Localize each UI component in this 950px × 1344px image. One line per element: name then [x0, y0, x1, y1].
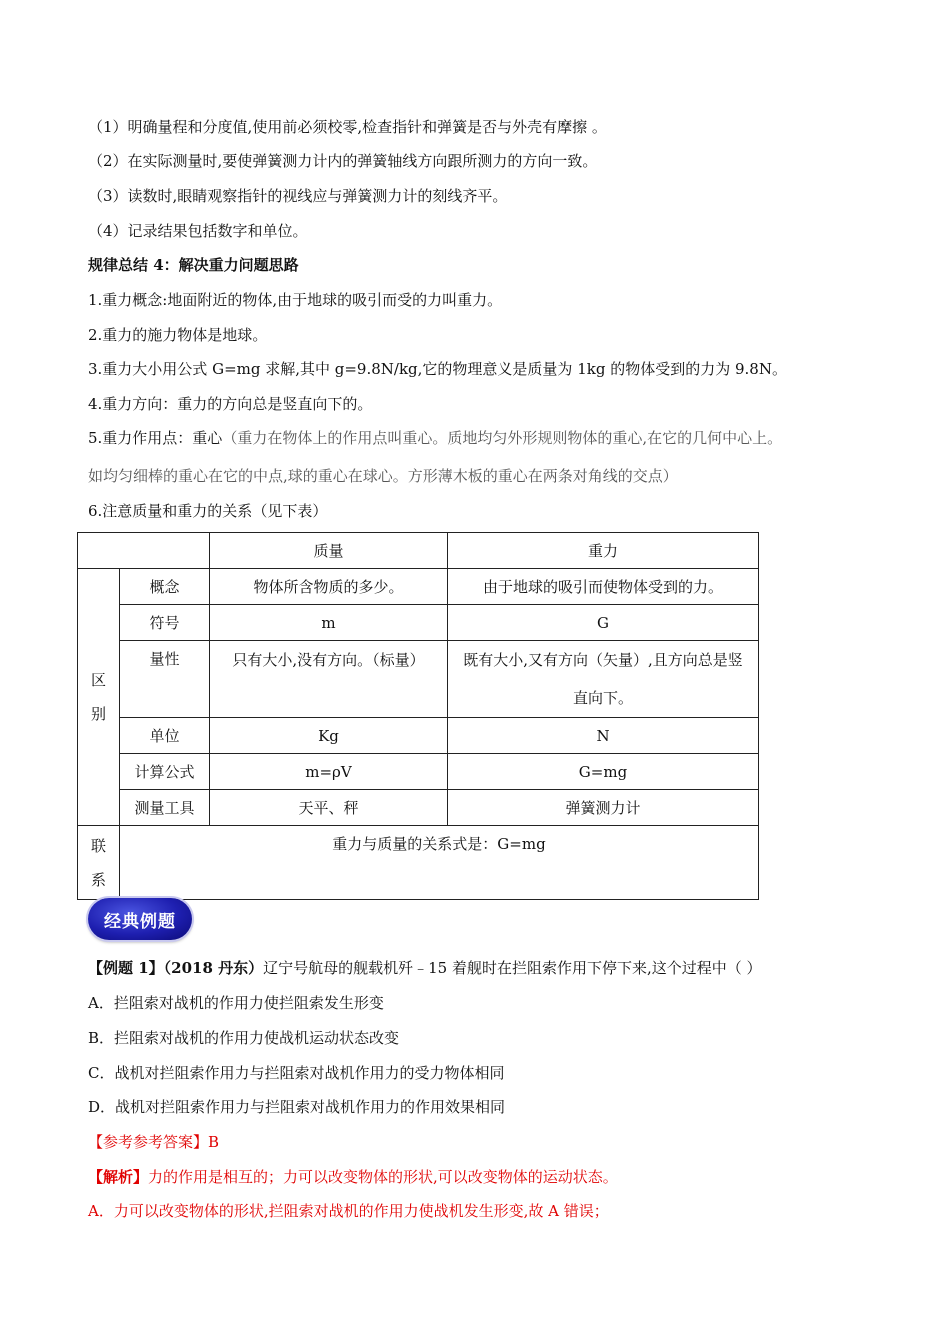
summary-point-6: 6.注意质量和重力的关系（见下表） [88, 502, 328, 520]
row-label: 计算公式 [120, 754, 210, 790]
row-mass: m=ρV [210, 754, 448, 790]
header-mass: 质量 [210, 533, 448, 569]
row-label: 概念 [120, 569, 210, 605]
summary-point-5 [88, 428, 782, 448]
classic-example-badge: 经典例题 [88, 898, 192, 940]
row-gravity: G=mg [448, 754, 759, 790]
usage-step-4: （4）记录结果包括数字和单位。 [88, 222, 308, 240]
usage-step-3: （3）读数时,眼睛观察指针的视线应与弹簧测力计的刻线齐平。 [88, 187, 508, 205]
table-row [78, 641, 759, 718]
analysis [88, 1167, 618, 1187]
table-row [78, 605, 759, 641]
row-mass: m [210, 605, 448, 641]
table-header-row [78, 533, 759, 569]
option-d: D．战机对拦阻索作用力与拦阻索对战机作用力的作用效果相同 [88, 1098, 506, 1116]
row-label: 符号 [120, 605, 210, 641]
analysis-option-a: A．力可以改变物体的形状,拦阻索对战机的作用力使战机发生形变,故 A 错误； [88, 1202, 609, 1220]
point5-label: 5.重力作用点：重心 [88, 429, 223, 447]
row-label: 测量工具 [120, 790, 210, 826]
table-corner-cell [78, 533, 210, 569]
summary-point-4: 4.重力方向：重力的方向总是竖直向下的。 [88, 395, 373, 413]
option-a: A．拦阻索对战机的作用力使拦阻索发生形变 [88, 994, 384, 1012]
relation-label: 联 系 [78, 826, 120, 900]
row-label: 单位 [120, 718, 210, 754]
row-gravity: G [448, 605, 759, 641]
row-label: 量性 [120, 641, 210, 718]
row-mass: Kg [210, 718, 448, 754]
summary-point-2: 2.重力的施力物体是地球。 [88, 326, 268, 344]
table-row [78, 569, 759, 605]
row-gravity: 弹簧测力计 [448, 790, 759, 826]
summary-point-5-cont: 如均匀细棒的重心在它的中点,球的重心在球心。方形薄木板的重心在两条对角线的交点） [88, 467, 678, 485]
row-mass: 天平、秤 [210, 790, 448, 826]
answer: 【参考参考答案】B [88, 1133, 220, 1151]
summary-heading: 规律总结 4：解决重力问题思路 [88, 256, 299, 274]
relation-text: 重力与质量的关系式是：G=mg [120, 826, 759, 900]
point5-note: （重力在物体上的作用点叫重心。质地均匀外形规则物体的重心,在它的几何中心上。 [222, 429, 783, 447]
analysis-text: 力的作用是相互的；力可以改变物体的形状,可以改变物体的运动状态。 [148, 1168, 618, 1186]
difference-label: 区 别 [78, 569, 120, 826]
summary-point-1: 1.重力概念:地面附近的物体,由于地球的吸引而受的力叫重力。 [88, 291, 503, 309]
analysis-tag: 【解析】 [88, 1168, 149, 1186]
table-row [78, 754, 759, 790]
row-mass: 物体所含物质的多少。 [210, 569, 448, 605]
example-question [88, 958, 762, 978]
row-gravity: 既有大小,又有方向（矢量）,且方向总是竖直向下。 [448, 641, 759, 718]
option-c: C．战机对拦阻索作用力与拦阻索对战机作用力的受力物体相同 [88, 1064, 505, 1082]
option-b: B．拦阻索对战机的作用力使战机运动状态改变 [88, 1029, 400, 1047]
usage-step-1: （1）明确量程和分度值,使用前必须校零,检查指针和弹簧是否与外壳有摩擦 。 [88, 118, 607, 136]
table-row [78, 790, 759, 826]
row-gravity: N [448, 718, 759, 754]
row-gravity: 由于地球的吸引而使物体受到的力。 [448, 569, 759, 605]
example-tag: 【例题 1】（2018 丹东） [88, 959, 264, 977]
summary-point-3: 3.重力大小用公式 G=mg 求解,其中 g=9.8N/kg,它的物理意义是质量为 1kg 的物体受到的力为 9.8N。 [88, 360, 787, 378]
relation-row [78, 826, 759, 900]
table-row [78, 718, 759, 754]
mass-gravity-table [77, 532, 759, 900]
usage-step-2: （2）在实际测量时,要使弹簧测力计内的弹簧轴线方向跟所测力的方向一致。 [88, 152, 598, 170]
example-question-text: 辽宁号航母的舰载机歼﹣15 着舰时在拦阻索作用下停下来,这个过程中（ ） [263, 959, 762, 977]
header-gravity: 重力 [448, 533, 759, 569]
row-mass: 只有大小,没有方向。（标量） [210, 641, 448, 718]
